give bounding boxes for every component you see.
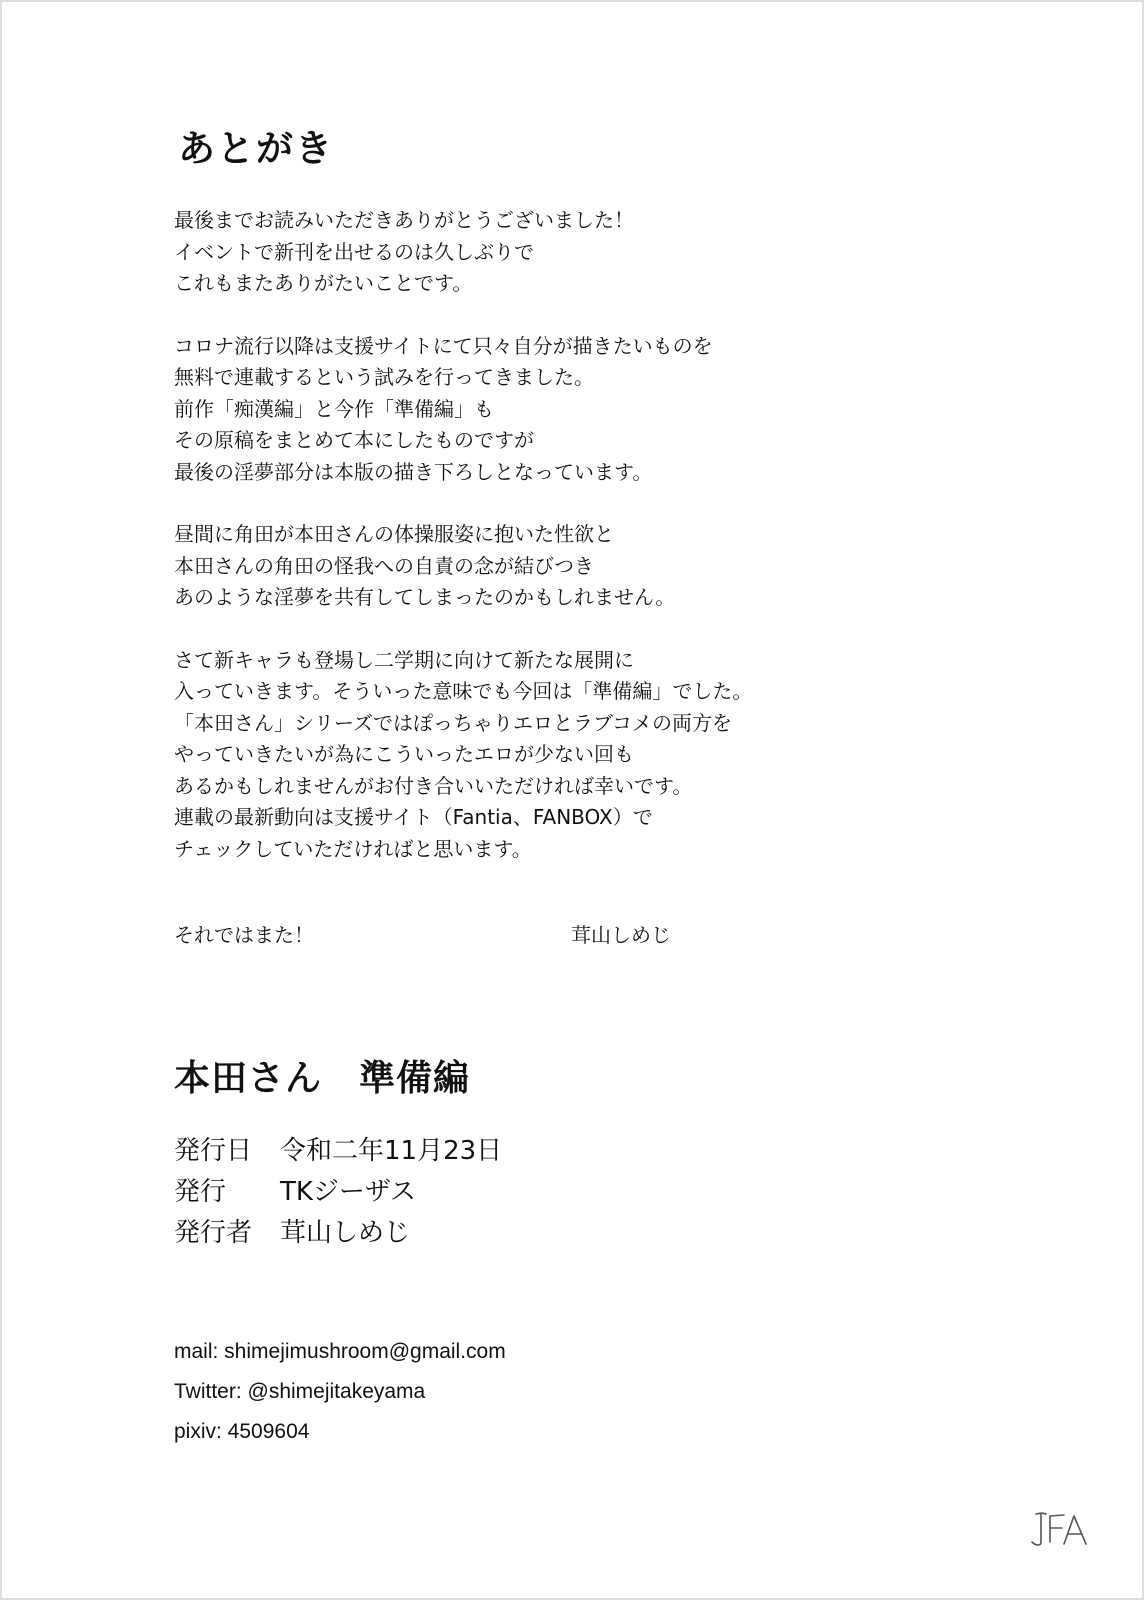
colophon-row-issuer [174, 1212, 502, 1253]
colophon-label: 発行日 [174, 1136, 253, 1166]
text-line: 最後の淫夢部分は本版の描き下ろしとなっています。 [174, 459, 653, 484]
signoff-author: 茸山しめじ [571, 923, 671, 947]
colophon-value: TKジーザス [280, 1177, 416, 1207]
text-line: あるかもしれませんがお付き合いいただければ幸いです。 [174, 773, 693, 798]
text-line: 無料で連載するという試みを行ってきました。 [174, 365, 594, 389]
text-line: 前作「痴漢編」と今作「準備編」も [174, 396, 494, 421]
text-line: 「本田さん」シリーズではぽっちゃりエロとラブコメの両方を [174, 710, 732, 735]
colophon-row-publisher [174, 1171, 502, 1212]
contacts [174, 1340, 506, 1460]
colophon-label: 発行者 [174, 1218, 253, 1248]
text-line: チェックしていただければと思います。 [174, 836, 532, 861]
colophon-value: 茸山しめじ [280, 1218, 411, 1248]
text-line: コロナ流行以降は支援サイトにて只々自分が描きたいものを [174, 333, 713, 358]
contact-twitter: Twitter: @shimejitakeyama [174, 1380, 426, 1403]
text-line: さて新キャラも登場し二学期に向けて新たな展開に [174, 647, 634, 672]
signoff: それではまた！ [174, 923, 314, 947]
signature-mark [1026, 1508, 1098, 1550]
text-line: イベントで新刊を出せるのは久しぶりで [174, 239, 534, 264]
contact-pixiv: pixiv: 4509604 [174, 1420, 310, 1443]
paragraph-3 [174, 519, 874, 614]
text-line: これもまたありがたいことです。 [174, 271, 473, 295]
text-line: あのような淫夢を共有してしまったのかもしれません。 [174, 585, 676, 609]
text-line: 本田さんの角田の怪我への自責の念が結びつき [174, 553, 594, 578]
text-line: 入っていきます。そういった意味でも今回は「準備編」でした。 [174, 679, 753, 703]
text-line: その原稿をまとめて本にしたものですが [174, 428, 534, 452]
afterword-body [174, 205, 874, 896]
paragraph-4 [174, 645, 874, 866]
text-line: 連載の最新動向は支援サイト（Fantia、FANBOX）で [174, 805, 653, 829]
text-line: 最後までお読みいただきありがとうございました！ [174, 208, 634, 232]
colophon-row-date [174, 1130, 502, 1171]
paragraph-2 [174, 331, 874, 489]
text-line: やっていきたいが為にこういったエロが少ない回も [174, 742, 634, 766]
colophon-label: 発行 [174, 1177, 227, 1207]
colophon-value: 令和二年11月23日 [280, 1136, 503, 1166]
text-line: 昼間に角田が本田さんの体操服姿に抱いた性欲と [174, 522, 614, 546]
colophon [174, 1130, 502, 1253]
afterword-title: あとがき [178, 127, 334, 170]
paragraph-1 [174, 205, 874, 300]
contact-mail: mail: shimejimushroom@gmail.com [174, 1340, 506, 1363]
book-title: 本田さん 準備編 [174, 1058, 471, 1099]
